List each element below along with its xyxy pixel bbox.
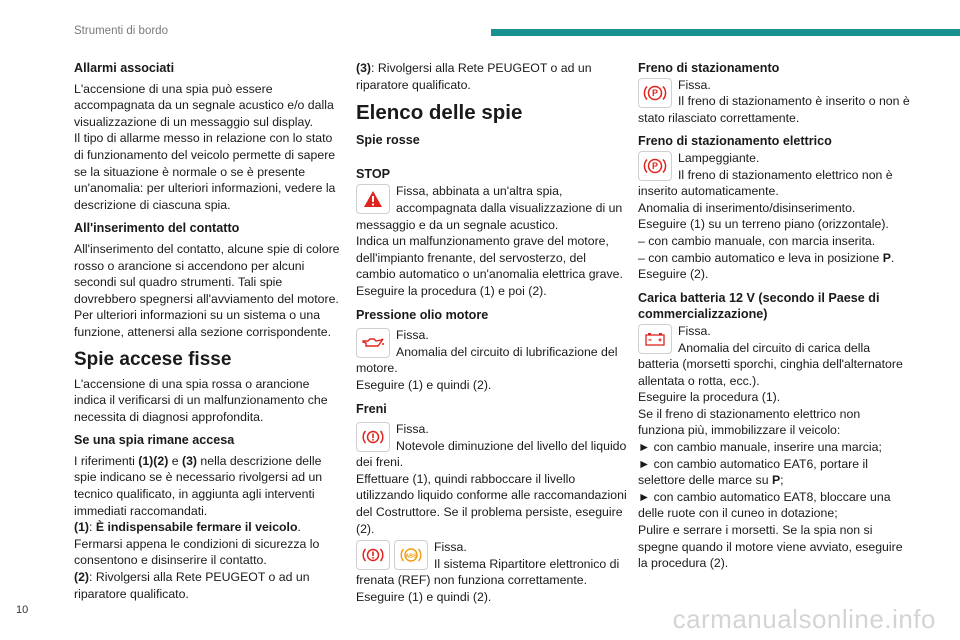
- stop-description: Indica un malfunzionamento grave del motore, dell'impianto frenante, del servosterzo, del cambio automatico o un'anomalia elettrica grave.: [356, 234, 623, 282]
- batt-eat6: ► con cambio automatico EAT6, portare il selettore delle marce su P;: [638, 456, 868, 488]
- heading-freni: Freni: [356, 401, 387, 416]
- parking-brake-icon: [638, 151, 672, 181]
- entry-freno-elettrico: P Lampeggiante. Il freno di stazionamento elettrico non è inserito automaticamente.: [638, 150, 893, 199]
- heading-allarmi: Allarmi associati: [74, 61, 175, 75]
- heading-inserimento: All'inserimento del contatto: [74, 221, 240, 236]
- ref-3-line: (3): Rivolgersi alla Rete PEUGEOT o ad un riparatore qualificato.: [356, 61, 592, 92]
- brake-circle-icon: [356, 422, 390, 452]
- batt-manual: ► con cambio manuale, inserire una marcia;: [638, 440, 882, 455]
- batt-morsetti: Pulire e serrare i morsetti. Se la spia non si spegne quando il motore viene avviato, eseguire la procedura (2).: [638, 523, 903, 571]
- abs-icon: [394, 540, 428, 570]
- freni-procedure: Effettuare (1), quindi rabboccare il livello utilizzando liquido conforme alle raccomandazioni del Costruttore. Se il problema persiste, eseguire (2).: [356, 471, 627, 536]
- batt-eat8: ► con cambio automatico EAT8, bloccare una delle ruote con il cuneo in dotazione;: [638, 489, 891, 521]
- paragraph-spie-accese: L'accensione di una spia rossa o arancione indica il verificarsi di un malfunzionamento che necessita di diagnosi approfondita.: [74, 376, 328, 424]
- heading-spia-rimane: Se una spia rimane accesa: [74, 433, 235, 448]
- entry-ref: ABS Fissa. Il sistema Ripartitore elettronico di frenata (REF) non funziona correttamente.: [356, 540, 620, 588]
- svg-text:P: P: [651, 87, 659, 98]
- svg-text:ABS: ABS: [405, 553, 417, 560]
- heading-stop: STOP: [356, 166, 391, 181]
- section-title: Strumenti di bordo: [74, 25, 168, 37]
- heading-freno-stazionamento: Freno di stazionamento: [638, 61, 780, 75]
- ref-1-text: Fermarsi appena le condizioni di sicurezza lo consentono e disinserire il contatto.: [74, 536, 320, 568]
- heading-batteria: Carica batteria 12 V (secondo il Paese di commercializzazione): [638, 290, 880, 322]
- parking-brake-icon: [638, 78, 672, 108]
- oil-can-icon: [356, 328, 390, 358]
- column-3: [638, 60, 910, 572]
- heading-elenco-spie: Elenco delle spie: [356, 101, 523, 125]
- olio-procedure: Eseguire (1) e quindi (2).: [356, 377, 492, 392]
- batt-immobilizzare: Se il freno di stazionamento elettrico non funziona più, immobilizzare il veicolo:: [638, 406, 861, 438]
- entry-freno-stazionamento: P Fissa. Il freno di stazionamento è inserito o non è stato rilasciato correttamente.: [638, 77, 910, 125]
- column-2: [356, 60, 628, 606]
- fe-auto: – con cambio automatico e leva in posizione P.: [638, 250, 895, 265]
- warning-triangle-icon: [356, 184, 390, 214]
- fe-procedure-2: Eseguire (2).: [638, 267, 709, 282]
- batt-procedure: Eseguire la procedura (1).: [638, 390, 781, 405]
- header-accent-bar: [491, 29, 960, 36]
- column-1: [74, 60, 344, 602]
- ref-procedure: Eseguire (1) e quindi (2).: [356, 590, 492, 605]
- paragraph-ulteriori: Per ulteriori informazioni su un sistema o una funzione, attenersi alla sezione corrispondente.: [74, 308, 332, 339]
- heading-olio: Pressione olio motore: [356, 307, 489, 322]
- heading-spie-accese: Spie accese fisse: [74, 348, 232, 370]
- icon-group-ref: [356, 540, 428, 570]
- battery-icon: [638, 324, 672, 354]
- ref-2-line: (2): Rivolgersi alla Rete PEUGEOT o ad un riparatore qualificato.: [74, 570, 310, 601]
- fe-manual: – con cambio manuale, con marcia inserita.: [638, 233, 876, 248]
- fe-anomalia: Anomalia di inserimento/disinserimento.: [638, 200, 856, 215]
- paragraph-tipo-allarme: Il tipo di allarme messo in relazione con lo stato di funzionamento del veicolo permette di sapere se la situazione è normale o se è presente un'anomalia: per ulteriori informazioni, vedere la descrizione di ciascuna spia.: [74, 131, 336, 212]
- page-number: 10: [16, 604, 29, 616]
- paragraph-riferimenti: I riferimenti (1)(2) e (3) nella descrizione delle spie indicano se è necessario rivolgersi ad un tecnico qualificato, in aggiunta agli interventi immediati raccomandati.: [74, 453, 323, 518]
- ref-1-line: (1): È indispensabile fermare il veicolo.: [74, 520, 301, 535]
- entry-batteria: Fissa. Anomalia del circuito di carica della batteria (morsetti sporchi, cinghia dell'alternatore allentata o rotta, ecc.).: [638, 323, 903, 388]
- heading-spie-rosse: Spie rosse: [356, 133, 420, 148]
- watermark: carmanualsonline.info: [672, 604, 936, 634]
- entry-stop: Fissa, abbinata a un'altra spia, accompagnata dalla visualizzazione di un messaggio e da un segnale acustico.: [356, 184, 623, 232]
- svg-text:P: P: [651, 160, 659, 171]
- paragraph-allarmi: L'accensione di una spia può essere accompagnata da un segnale acustico e/o dalla visualizzazione di un messaggio sul display.: [74, 81, 334, 129]
- entry-freni: Fissa. Notevole diminuzione del livello del liquido dei freni.: [356, 422, 627, 470]
- fe-procedure-1: Eseguire (1) su un terreno piano (orizzontale).: [638, 217, 889, 232]
- heading-freno-elettrico: Freno di stazionamento elettrico: [638, 134, 832, 149]
- stop-procedure: Eseguire la procedura (1) e poi (2).: [356, 283, 547, 298]
- brake-circle-icon: [356, 540, 390, 570]
- paragraph-inserimento: All'inserimento del contatto, alcune spie di colore rosso o arancione si accendono per alcuni secondi sul quadro strumenti. Tali spie dovrebbero spegnersi all'avviamento del motore.: [74, 241, 340, 306]
- entry-olio: Fissa. Anomalia del circuito di lubrificazione del motore.: [356, 328, 618, 376]
